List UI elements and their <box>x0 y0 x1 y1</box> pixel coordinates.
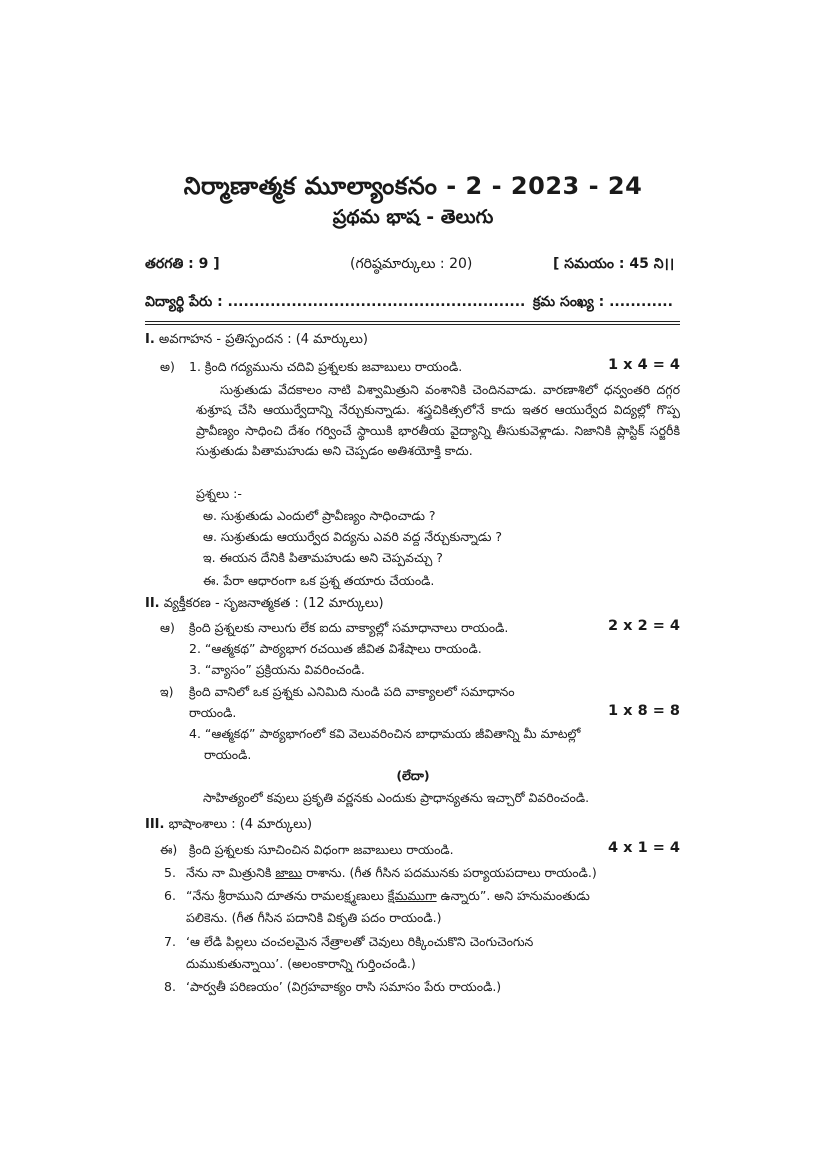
question-i-text-line2: రాయండి. <box>189 705 237 720</box>
question-2: 2. “ఆత్మకథ” పాఠ్యభాగ రచయిత జీవిత విశేషాలు రాయండి. <box>189 641 482 656</box>
question-i-letter: ఇ) <box>160 684 174 699</box>
question-i-marks: 1 x 8 = 8 <box>608 703 680 719</box>
question-ii-letter: ఈ) <box>160 842 178 857</box>
section-3-number: III. <box>145 817 165 832</box>
section-1-title: అవగాహన - ప్రతిస్పందన : (4 మార్కులు) <box>158 332 368 347</box>
question-4-line2: రాయండి. <box>204 747 252 762</box>
section-3-title: భాషాంశాలు : (4 మార్కులు) <box>168 817 313 832</box>
question-ii-marks: 4 x 1 = 4 <box>608 840 680 856</box>
divider-bottom <box>145 324 680 325</box>
question-a-marks: 1 x 4 = 4 <box>608 357 680 373</box>
question-5-post: రాశాను. (గీత గీసిన పదమునకు పర్యాయపదాలు రాయండి.) <box>302 865 597 880</box>
question-8-number: 8. <box>164 979 176 994</box>
question-a-letter: అ) <box>160 359 175 374</box>
question-5 <box>186 865 597 884</box>
question-6-line1 <box>186 888 590 907</box>
page-title: నిర్మాణాత్మక మూల్యాంకనం - 2 - 2023 - 24 <box>183 172 643 200</box>
passage-question-2: ఆ. సుశ్రుతుడు ఆయుర్వేద విద్యను ఎవరి వద్ద నేర్చుకున్నాడు ? <box>203 529 503 544</box>
question-ii-text: క్రింది ప్రశ్నలకు సూచించిన విధంగా జవాబులు రాయండి. <box>189 842 454 857</box>
question-7-line2: దుముకుతున్నాయి’. (అలంకారాన్ని గుర్తించండి.) <box>186 956 416 971</box>
class-label: తరగతి : 9 ] <box>145 256 220 272</box>
question-aa-marks: 2 x 2 = 4 <box>608 618 680 634</box>
or-label: (లేదా) <box>396 768 430 783</box>
section-3-heading <box>145 817 312 835</box>
question-i-text-line1: క్రింది వానిలో ఒక ప్రశ్నకు ఎనిమిది నుండి పది వాక్యాలలో సమాధానం <box>189 684 515 699</box>
question-5-number: 5. <box>164 865 176 880</box>
question-6-line2: పలికెను. (గీత గీసిన పదానికి వికృతి పదం రాయండి.) <box>186 910 442 925</box>
question-4-line1: 4. “ఆత్మకథ” పాఠ్యభాగంలో కవి వెలువరించిన బాధామయ జీవితాన్ని మీ మాటల్లో <box>189 726 581 741</box>
question-aa-text: క్రింది ప్రశ్నలకు నాలుగు లేక ఐదు వాక్యాల్లో సమాధానాలు రాయండి. <box>189 620 509 635</box>
question-5-underlined-word: జాబు <box>275 865 303 880</box>
question-a-text: 1. క్రింది గద్యమును చదివి ప్రశ్నలకు జవాబులు రాయండి. <box>189 359 463 374</box>
reading-passage: సుశ్రుతుడు వేదకాలం నాటి విశ్వామిత్రుని వంశానికి చెందినవాడు. వారణాశిలో ధన్వంతరి దగ్గర శుశ్రూష చేసి ఆయుర్వేదాన్ని నేర్చుకున్నాడు. శస్త్రచికిత్సలోనే కాదు ఇతర ఆయుర్వేద విద్యల్లో గొప్ప ప్రావీణ్యం సాధించి దేశం గర్వించే స్థాయికి భారతీయ వైద్యాన్ని తీసుకువెళ్లాడు. నిజానికి ప్లాస్టిక్ సర్జరీకి సుశ్రుతుడు పితామహుడు అని చెప్పడం అతిశయోక్తి కాదు. <box>196 382 680 459</box>
question-6-number: 6. <box>164 888 176 903</box>
roll-number-label: క్రమ సంఖ్య : ............ <box>533 294 673 310</box>
question-7-number: 7. <box>164 934 176 949</box>
divider-top <box>145 321 680 322</box>
passage-question-3: ఇ. ఈయన దేనికి పితామహుడు అని చెప్పవచ్చు ? <box>203 550 443 565</box>
section-2-title: వ్యక్తీకరణ - సృజనాత్మకత : (12 మార్కులు) <box>163 596 384 611</box>
question-5-pre: నేను నా మిత్రునికి <box>186 865 276 880</box>
question-6-pre: “నేను శ్రీరాముని దూతను రామలక్ష్మణులు <box>186 888 388 903</box>
question-7-line1: ‘ఆ లేడి పిల్లలు చంచలమైన నేత్రాలతో చెవులు రిక్కించుకొని చెంగుచెంగున <box>186 934 534 949</box>
student-name-label: విద్యార్థి పేరు : ........................................................ <box>145 294 526 310</box>
question-6-underlined-word: క్షేమముగా <box>387 888 437 903</box>
time-label: [ సమయం : 45 ని।। <box>553 256 675 272</box>
question-4-alternative: సాహిత్యంలో కవులు ప్రకృతి వర్ణనకు ఎందుకు ప్రాధాన్యతను ఇచ్చారో వివరించండి. <box>203 790 590 805</box>
section-1-number: I. <box>145 332 155 347</box>
question-3: 3. “వ్యాసం” ప్రక్రియను వివరించండి. <box>189 662 365 677</box>
page-subtitle: ప్రథమ భాష - తెలుగు <box>332 206 494 228</box>
section-2-heading <box>145 596 384 614</box>
question-6-post: ఉన్నారు”. అని హనుమంతుడు <box>436 888 590 903</box>
max-marks: (గరిష్ఠమార్కులు : 20) <box>350 256 473 272</box>
passage-question-4: ఈ. పేరా ఆధారంగా ఒక ప్రశ్న తయారు చేయండి. <box>203 573 435 588</box>
passage-question-1: అ. సుశ్రుతుడు ఎందులో ప్రావీణ్యం సాధించాడు ? <box>203 508 436 523</box>
section-2-number: II. <box>145 596 160 611</box>
question-8: ‘పార్వతీ పరిణయం’ (విగ్రహవాక్యం రాసి సమాసం పేరు రాయండి.) <box>186 979 502 994</box>
question-aa-letter: ఆ) <box>160 620 175 635</box>
questions-label: ప్రశ్నలు :- <box>196 486 242 501</box>
section-1-heading <box>145 332 368 350</box>
